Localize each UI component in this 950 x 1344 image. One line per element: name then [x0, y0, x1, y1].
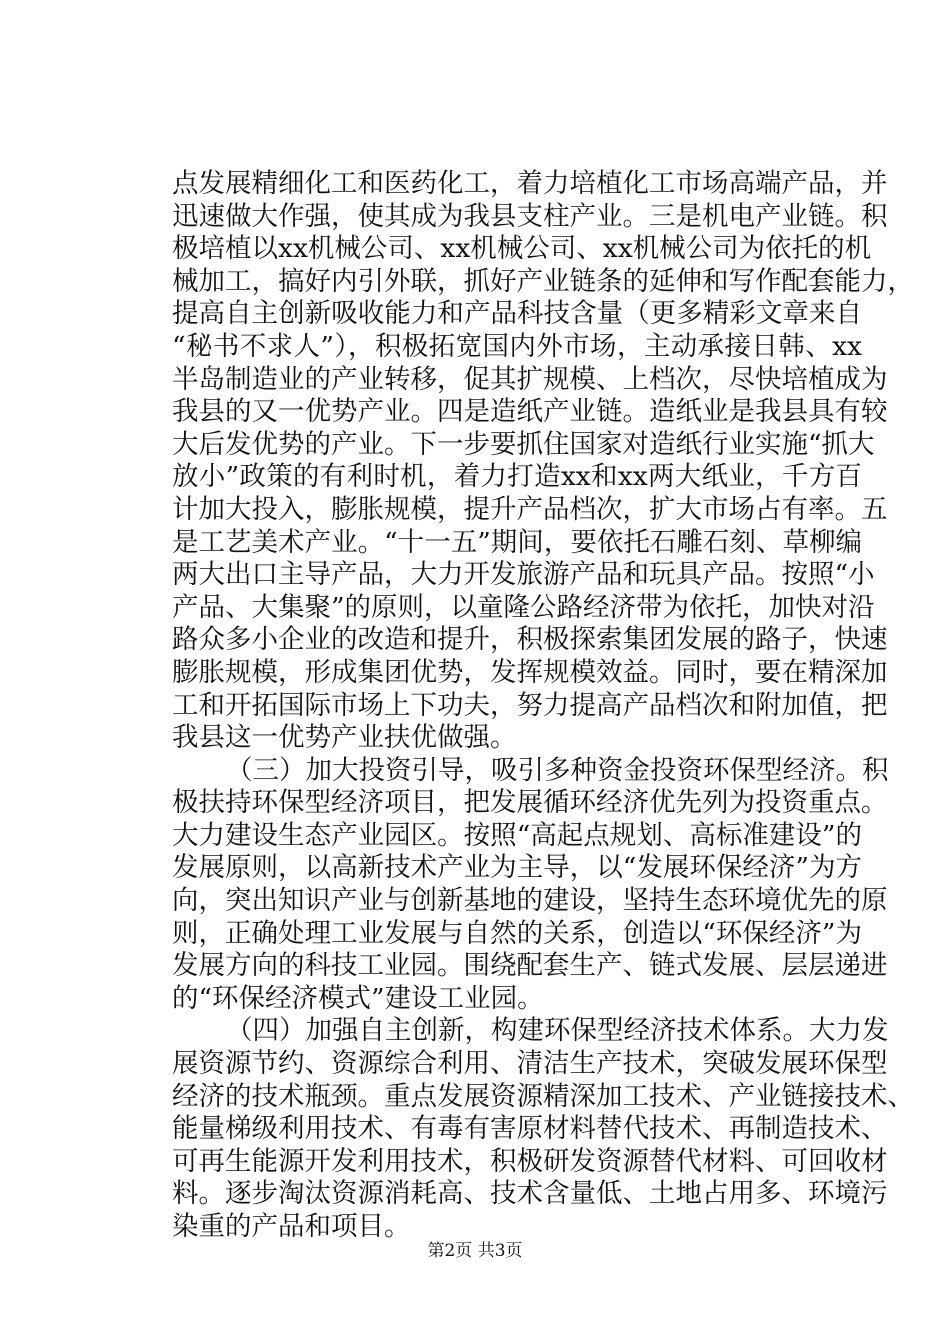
text-line: 经济的技术瓶颈。重点发展资源精深加工技术、产业链接技术、: [172, 1080, 914, 1112]
text-line: 极培植以xx机械公司、xx机械公司、xx机械公司为依托的机: [172, 233, 872, 265]
text-line: 的“环保经济模式”建设工业园。: [172, 982, 544, 1014]
page-number: 第2页 共3页: [427, 1241, 523, 1261]
text-line: 我县的又一优势产业。四是造纸产业链。造纸业是我县具有较: [172, 396, 888, 428]
text-line: 大力建设生态产业园区。按照“高起点规划、高标准建设”的: [172, 819, 862, 851]
text-line: 能量梯级利用技术、有毒有害原材料替代技术、再制造技术、: [172, 1113, 888, 1145]
text-line: “秘书不求人”），积极拓宽国内外市场，主动承接日韩、xx: [172, 330, 862, 362]
text-line: 产品、大集聚”的原则，以童隆公路经济带为依托，加快对沿: [172, 591, 875, 623]
page-footer: [0, 1240, 950, 1262]
text-line: 向，突出知识产业与创新基地的建设，坚持生态环境优先的原: [172, 885, 888, 917]
text-line: 提高自主创新吸收能力和产品科技含量（更多精彩文章来自: [172, 298, 862, 330]
text-line: 大后发优势的产业。下一步要抓住国家对造纸行业实施“抓大: [172, 428, 875, 460]
text-line: 料。逐步淘汰资源消耗高、技术含量低、土地占用多、环境污: [172, 1178, 888, 1210]
text-line: 发展原则，以高新技术产业为主导，以“发展环保经济”为方: [172, 852, 862, 884]
text-line: 点发展精细化工和医药化工，着力培植化工市场高端产品，并: [172, 168, 888, 199]
text-line: 膨胀规模，形成集团优势，发挥规模效益。同时，要在精深加: [172, 656, 888, 688]
text-line: 工和开拓国际市场上下功夫，努力提高产品档次和附加值，把: [172, 689, 888, 721]
text-line: 半岛制造业的产业转移，促其扩规模、上档次，尽快培植成为: [172, 363, 888, 395]
text-line: 是工艺美术产业。“十一五”期间，要依托石雕石刻、草柳编: [172, 526, 862, 558]
document-body: [172, 168, 914, 1244]
text-line: 染重的产品和项目。: [172, 1211, 411, 1242]
text-line: 放小”政策的有利时机，着力打造xx和xx两大纸业，千方百: [172, 461, 862, 493]
section-heading-line: （三）加大投资引导，吸引多种资金投资环保型经济。积: [226, 754, 889, 786]
text-line: 展资源节约、资源综合利用、清洁生产技术，突破发展环保型: [172, 1048, 888, 1080]
text-line: 发展方向的科技工业园。围绕配套生产、链式发展、层层递进: [172, 950, 888, 982]
text-line: 则，正确处理工业发展与自然的关系，创造以“环保经济”为: [172, 917, 862, 949]
text-line: 极扶持环保型经济项目，把发展循环经济优先列为投资重点。: [172, 787, 888, 819]
text-line: 械加工，搞好内引外联，抓好产业链条的延伸和写作配套能力，: [172, 265, 914, 297]
section-heading-line: （四）加强自主创新，构建环保型经济技术体系。大力发: [226, 1015, 889, 1047]
text-line: 迅速做大作强，使其成为我县支柱产业。三是机电产业链。积: [172, 200, 888, 232]
text-line: 路众多小企业的改造和提升，积极探索集团发展的路子，快速: [172, 624, 888, 656]
text-line: 计加大投入，膨胀规模，提升产品档次，扩大市场占有率。五: [172, 493, 888, 525]
text-line: 我县这一优势产业扶优做强。: [172, 722, 517, 754]
text-line: 可再生能源开发利用技术，积极研发资源替代材料、可回收材: [172, 1145, 888, 1177]
text-line: 两大出口主导产品，大力开发旅游产品和玩具产品。按照“小: [172, 559, 875, 591]
